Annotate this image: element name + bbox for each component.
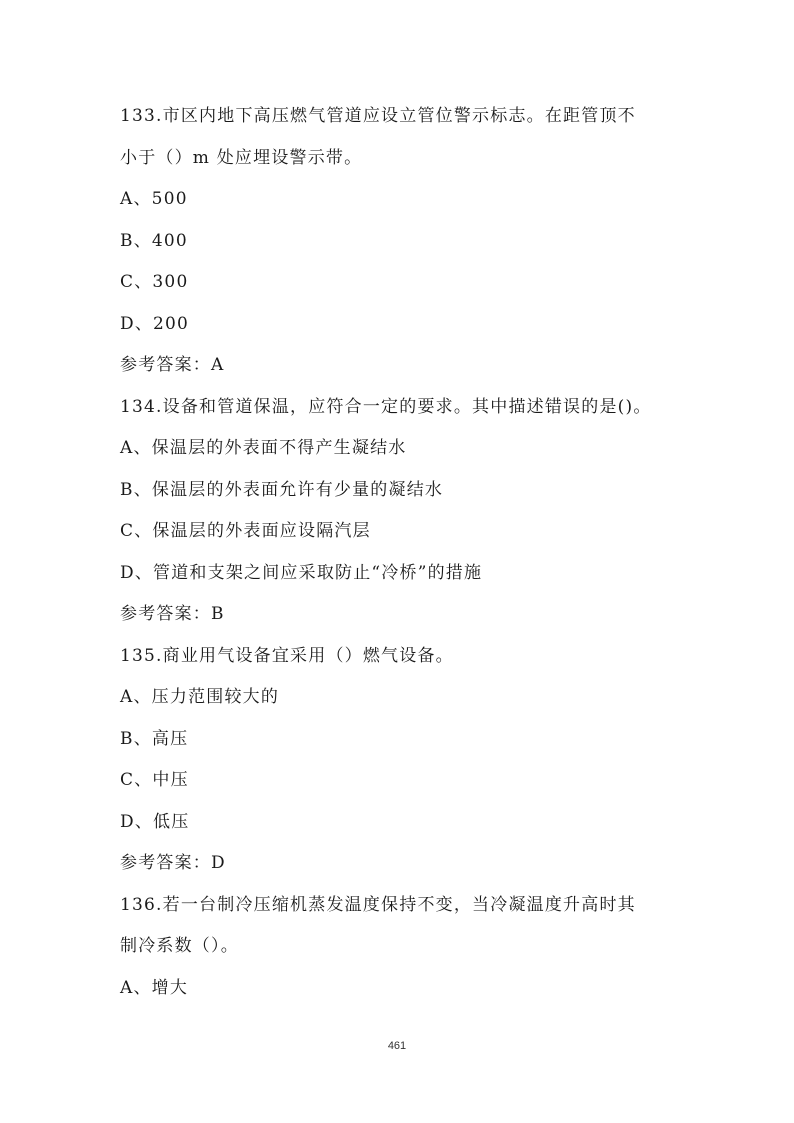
option-b: B、保温层的外表面允许有少量的凝结水 — [120, 479, 444, 500]
option-c: C、中压 — [120, 770, 189, 790]
question-134 — [120, 387, 680, 636]
answer-line: 参考答案：D — [120, 853, 226, 873]
option-c: C、300 — [120, 272, 189, 292]
option-b: B、400 — [120, 230, 188, 251]
option-d: D、200 — [120, 313, 190, 334]
option-a: A、压力范围较大的 — [120, 687, 280, 707]
option-a: A、保温层的外表面不得产生凝结水 — [120, 438, 407, 458]
question-stem-line: 133.市区内地下高压燃气管道应设立管位警示标志。在距管顶不 — [120, 106, 636, 126]
question-stem-line: 小于（）m 处应埋设警示带。 — [120, 147, 363, 168]
question-stem-line: 制冷系数（）。 — [120, 936, 239, 956]
question-list — [120, 96, 680, 1009]
answer-line: 参考答案：A — [120, 355, 225, 375]
option-b: B、高压 — [120, 728, 189, 749]
option-d: D、管道和支架之间应采取防止“冷桥”的措施 — [120, 562, 483, 583]
option-a: A、500 — [120, 189, 188, 209]
question-133 — [120, 96, 680, 387]
option-d: D、低压 — [120, 811, 190, 832]
question-stem-line: 135.商业用气设备宜采用（）燃气设备。 — [120, 645, 454, 666]
question-135 — [120, 636, 680, 885]
question-stem-line: 136.若一台制冷压缩机蒸发温度保持不变，当冷凝温度升高时其 — [120, 894, 636, 915]
answer-line: 参考答案：B — [120, 604, 225, 624]
page-number: 461 — [387, 1040, 407, 1052]
question-stem-line: 134.设备和管道保温，应符合一定的要求。其中描述错误的是()。 — [120, 396, 652, 417]
option-c: C、保温层的外表面应设隔汽层 — [120, 521, 371, 541]
option-a: A、增大 — [120, 977, 189, 998]
question-136 — [120, 885, 680, 1010]
